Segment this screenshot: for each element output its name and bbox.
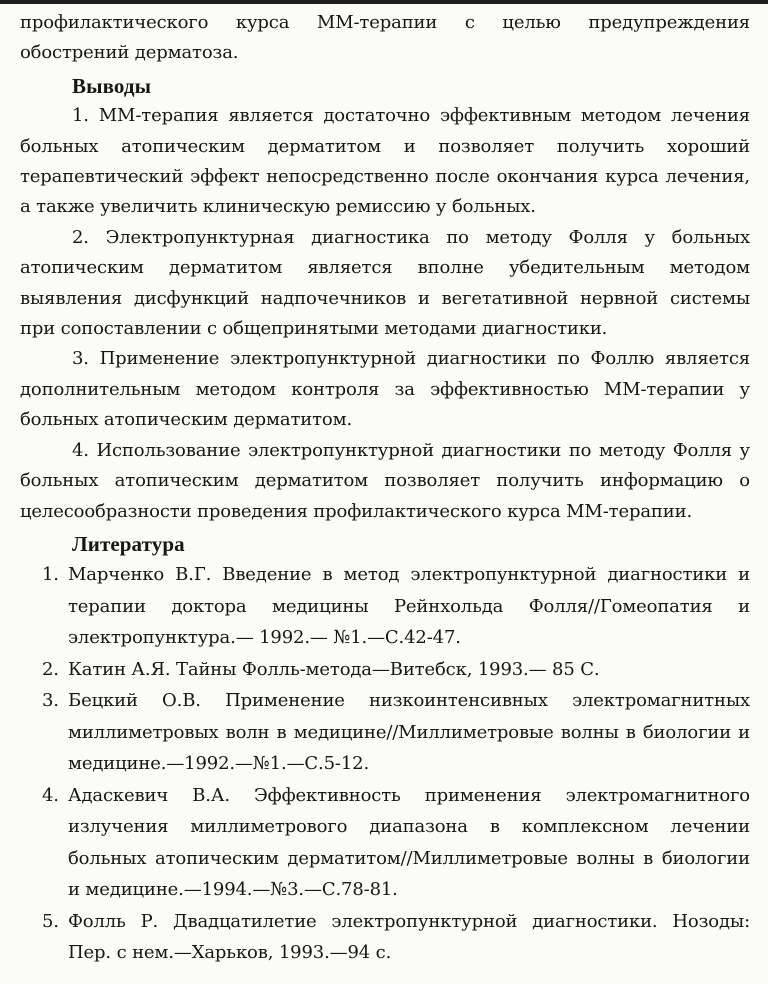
conclusion-paragraph-1: 1. ММ-терапия является достаточно эффективным методом лечения больных атопическим дерматитом и позволяет получить хороший терапевтический эффект непосредственно после окончания курса лечения, а также увеличить клиническую ремиссию у больных. [20, 105, 750, 218]
conclusions-heading: Выводы [72, 73, 152, 98]
reference-text: Катин А.Я. Тайны Фолль-метода—Витебск, 1993.— 85 С. [68, 658, 600, 680]
reference-item-2 [20, 654, 750, 686]
conclusion-paragraph-4: 4. Использование электропунктурной диагностики по методу Фолля у больных атопическим дерматитом позволяет получить информацию о целесообразности проведения профилактического курса ММ-терапии. [20, 439, 750, 522]
reference-item-1 [20, 559, 750, 654]
reference-number: 2. [42, 658, 59, 680]
conclusion-paragraph-2: 2. Электропунктурная диагностика по методу Фолля у больных атопическим дерматитом является вполне убедительным методом выявления дисфункций надпочечников и вегетативной нервной системы при сопоставлении с общепринятыми методами диагностики. [20, 226, 750, 340]
references-heading: Литература [72, 531, 185, 556]
reference-text: Фолль Р. Двадцатилетие электропунктурной диагностики. Нозоды: Пер. с нем.—Харьков, 1993.—94 с. [68, 910, 750, 964]
reference-item-3 [20, 685, 750, 780]
reference-number: 3. [42, 690, 59, 712]
reference-number: 1. [42, 564, 59, 586]
intro-continuation-paragraph: профилактического курса ММ-терапии с целью предупреждения обострений дерматоза. [20, 12, 750, 64]
conclusion-paragraph-3: 3. Применение электропунктурной диагностики по Фоллю является дополнительным методом контроля за эффективностью ММ-терапии у больных атопическим дерматитом. [20, 348, 750, 431]
reference-text: Марченко В.Г. Введение в метод электропунктурной диагностики и терапии доктора медицины Рейнхольда Фолля//Гомеопатия и электропунктура.— 1992.— №1.—С.42-47. [68, 564, 750, 649]
reference-text: Адаскевич В.А. Эффективность применения электромагнитного излучения миллиметрового диапазона в комплексном лечении больных атопическим дерматитом//Миллиметровые волны в биологии и медицине.—1994.—№3.—С.78-81. [68, 784, 750, 901]
reference-item-5 [20, 906, 750, 969]
reference-text: Бецкий О.В. Применение низкоинтенсивных электромагнитных миллиметровых волн в медицине//Миллиметровые волны в биологии и медицине.—1992.—№1.—С.5-12. [68, 690, 750, 775]
reference-item-4 [20, 780, 750, 906]
text-block [20, 8, 750, 969]
reference-list [20, 559, 750, 969]
reference-number: 5. [42, 910, 59, 932]
top-rule [0, 0, 768, 4]
reference-number: 4. [42, 784, 59, 806]
